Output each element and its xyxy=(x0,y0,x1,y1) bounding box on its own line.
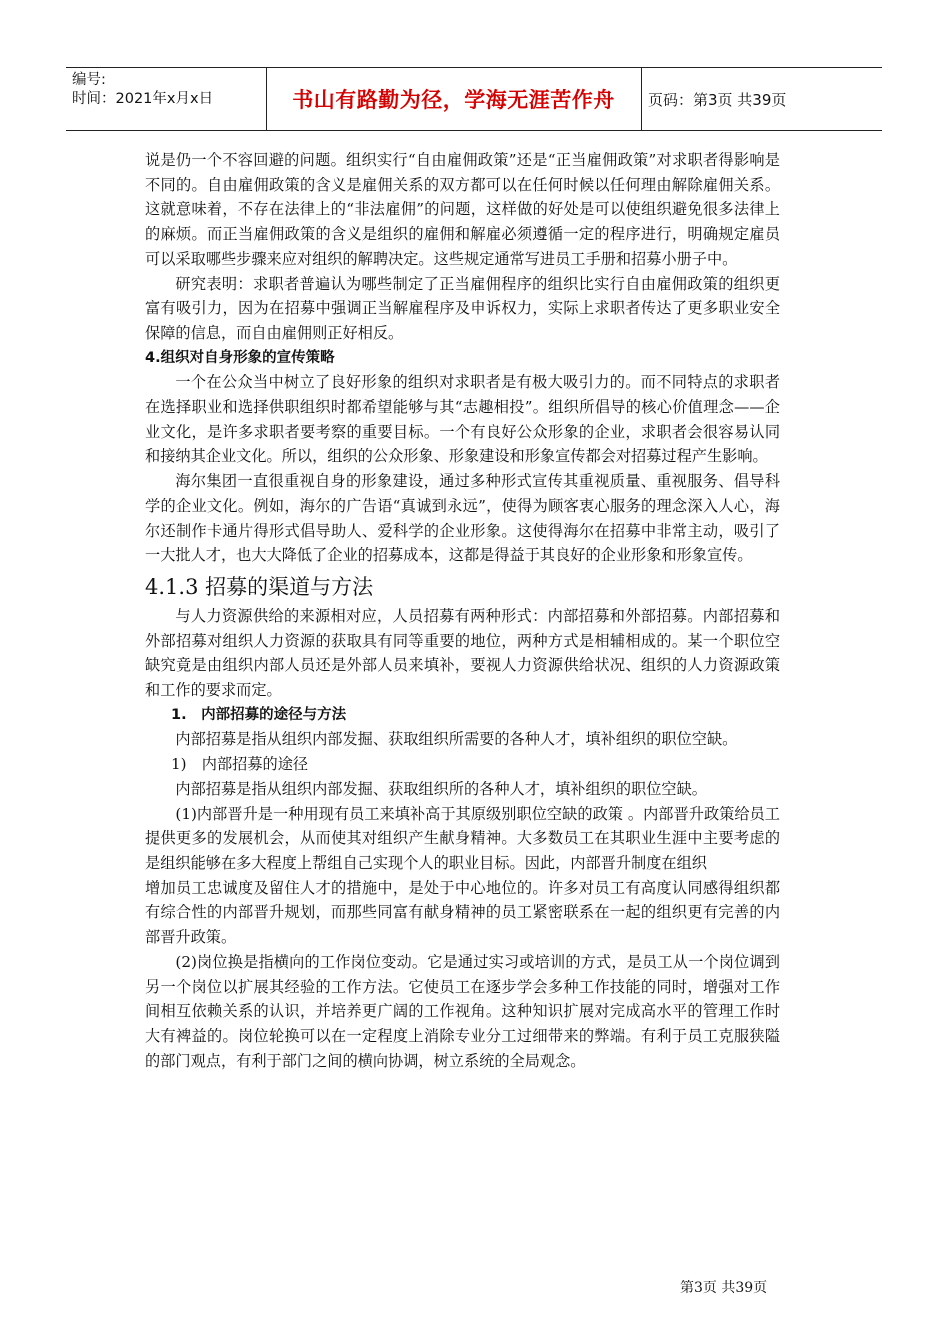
section-heading: 4.组织对自身形象的宣传策略 xyxy=(145,349,335,366)
sub-heading: 1) 内部招募的途径 xyxy=(171,755,309,774)
header-meta xyxy=(72,71,213,109)
header-divider xyxy=(641,68,642,130)
page-footer: 第3页 共39页 xyxy=(680,1280,768,1296)
paragraph: 增加员工忠诚度及留住人才的措施中，是处于中心地位的。许多对员工有高度认同感得组织都有综合性的内部晋升规划，而那些同富有献身精神的员工紧密联系在一起的组织更有完善的内部晋升政策。 xyxy=(145,878,780,947)
paragraph: 一个在公众当中树立了良好形象的组织对求职者是有极大吸引力的。而不同特点的求职者在选择职业和选择供职组织时都希望能够与其“志趣相投”。组织所倡导的核心价值理念——企业文化，是许多求职者要考察的重要目标。一个有良好公众形象的企业，求职者会很容易认同和接纳其企业文化。所以，组织的公众形象、形象建设和形象宣传都会对招募过程产生影响。 xyxy=(145,373,780,466)
page-header xyxy=(66,67,882,131)
chapter-heading: 4.1.3 招募的渠道与方法 xyxy=(145,574,374,599)
paragraph: (2)岗位换是指横向的工作岗位变动。它是通过实习或培训的方式，是员工从一个岗位调到另一个岗位以扩展其经验的工作方法。它使员工在逐步学会多种工作技能的同时，增强对工作间相互依赖关系的认识，并培养更广阔的工作视角。这种知识扩展对完成高水平的管理工作时大有裨益的。岗位轮换可以在一定程度上消除专业分工过细带来的弊端。有利于员工克服狭隘的部门观点，有利于部门之间的横向协调，树立系统的全局观念。 xyxy=(145,952,780,1070)
document-body xyxy=(145,148,780,1073)
paragraph: 说是仍一个不容回避的问题。组织实行“自由雇佣政策”还是“正当雇佣政策”对求职者得影响是不同的。自由雇佣政策的含义是雇佣关系的双方都可以在任何时候以任何理由解除雇佣关系。这就意味着，不存在法律上的“非法雇佣”的问题，这样做的好处是可以使组织避免很多法律上的麻烦。而正当雇佣政策的含义是组织的雇佣和解雇必须遵循一定的程序进行，明确规定雇员可以采取哪些步骤来应对组织的解聘决定。这些规定通常写进员工手册和招募小册子中。 xyxy=(145,151,780,268)
paragraph: 内部招募是指从组织内部发掘、获取组织所需要的各种人才，填补组织的职位空缺。 xyxy=(175,730,738,749)
header-number: 编号: xyxy=(72,72,106,88)
paragraph: 海尔集团一直很重视自身的形象建设，通过多种形式宣传其重视质量、重视服务、倡导科学的企业文化。例如，海尔的广告语“真诚到永远”，使得为顾客衷心服务的理念深入人心，海尔还制作卡通片得形式倡导助人、爱科学的企业形象。这使得海尔在招募中非常主动，吸引了一大批人才，也大大降低了企业的招募成本，这都是得益于其良好的企业形象和形象宣传。 xyxy=(145,472,780,565)
paragraph: 内部招募是指从组织内部发掘、获取组织所的各种人才，填补组织的职位空缺。 xyxy=(175,779,707,798)
header-page-number: 页码：第3页 共39页 xyxy=(648,90,787,109)
list-heading: 1. 内部招募的途径与方法 xyxy=(171,706,347,723)
header-time: 时间：2021年x月x日 xyxy=(72,91,214,107)
paragraph: 与人力资源供给的来源相对应，人员招募有两种形式：内部招募和外部招募。内部招募和外部招募对组织人力资源的获取具有同等重要的地位，两种方式是相辅相成的。某一个职位空缺究竟是由组织内部人员还是外部人员来填补，要视人力资源供给状况、组织的人力资源政策和工作的要求而定。 xyxy=(145,606,780,700)
paragraph: (1)内部晋升是一种用现有员工来填补高于其原级别职位空缺的政策 。内部晋升政策给员工提供更多的发展机会，从而使其对组织产生献身精神。大多数员工在其职业生涯中主要考虑的是组织能够在多大程度上帮组自己实现个人的职业目标。因此，内部晋升制度在组织 xyxy=(145,804,780,872)
header-motto: 书山有路勤为径，学海无涯苦作舟 xyxy=(292,88,615,112)
paragraph: 研究表明：求职者普遍认为哪些制定了正当雇佣程序的组织比实行自由雇佣政策的组织更富有吸引力，因为在招募中强调正当解雇程序及申诉权力，实际上求职者传达了更多职业安全保障的信息，而自由雇佣则正好相反。 xyxy=(145,274,780,342)
